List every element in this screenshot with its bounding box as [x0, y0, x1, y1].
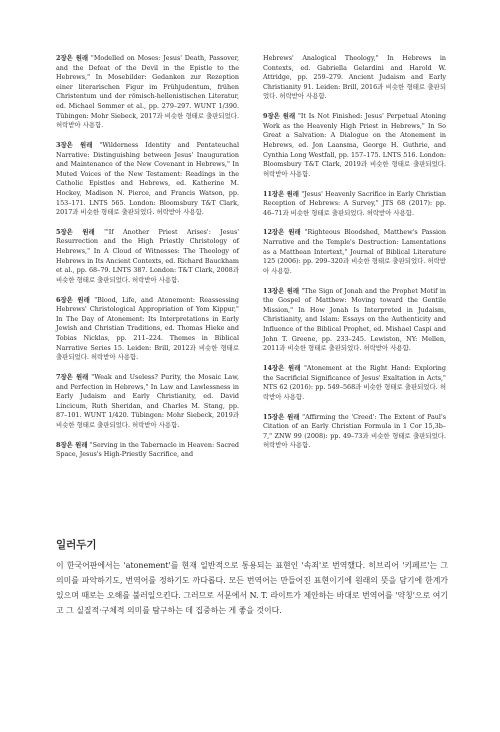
entry-text: "It Is Not Finished: Jesus' Perpetual Atoning Work as the Heavenly High Priest in Hebrews," In So Great a Salvation: A Dialogue on the Atonement in Hebrews, ed. Jon Laansma, George H. Guthrie, and Cynthia Long Westfall, pp. 157–175. LNTS 516. London: Bloomsbury T&T Clark, 2019과 비슷한 형태로 출판되었다. 허락받아 사용함.	[263, 112, 446, 178]
entry-text: "Wilderness Identity and Pentateuchal Narrative: Distinguishing between Jesus' Inauguration and Maintenance of the New Covenant in Hebrews," In Muted Voices of the New Testament: Readings in the Catholic Epistles and Hebrews, ed. Katherine M. Hockey, Madison N. Pierce, and Francis Watson, pp. 153–171. LNTS 565. London: Bloomsbury T&T Clark, 2017과 비슷한 형태로 출판되었다. 허락받아 사용함.	[56, 140, 239, 217]
left-column	[56, 54, 239, 470]
entry-label: 13장은 원래	[263, 286, 300, 295]
citation-entry	[263, 228, 446, 276]
entry-label: 2장은 원래	[56, 54, 89, 62]
citation-entry	[263, 190, 446, 219]
citation-entry	[263, 364, 446, 402]
citation-entry	[56, 54, 239, 131]
entry-label: 5장은 원래	[56, 227, 95, 236]
right-column	[263, 54, 446, 470]
notes-title: 일러두기	[56, 539, 97, 551]
citation-entry	[56, 296, 239, 363]
entry-text: "Serving in the Tabernacle in Heaven: Sacred Space, Jesus's High-Priestly Sacrifice, and	[56, 440, 239, 459]
entry-text: "'If Another Priest Arises': Jesus' Resurrection and the High Priestly Christology of Hebrews," In A Cloud of Witnesses: The Theology of Hebrews in Its Ancient Contexts, ed. Richard Bauckham et al., pp. 68–79. LNTS 387. London: T&T Clark, 2008과 비슷한 형태로 출판되었다. 허락받아 사용함.	[56, 227, 239, 284]
entry-label: 8장은 원래	[56, 440, 88, 449]
notes-body: 이 한국어판에서는 'atonement'를 현재 일반적으로 통용되는 표현인 '속죄'로 번역했다. 히브리어 '키페르'는 그 의미를 파악하기도, 번역어를 정하기도 까다롭다. 모든 번역어는 만들어진 표현이기에 원래의 뜻을 담기에 한계가 있으며 때로는 오해를 불러일으킨다. 그러므로 서문에서 N. T. 라이트가 제안하는 바대로 번역어를 '약칭'으로 여기고 그 실질적·구체적 의미를 탐구하는 데 집중하는 게 좋을 것이다.	[56, 561, 448, 615]
citation-entry	[56, 228, 239, 286]
citation-entry	[56, 373, 239, 431]
translator-notes	[56, 537, 448, 618]
entry-text: Hebrews' Analogical Theology," In Hebrews in Contexts, ed. Gabriella Gelardini and Harold W. Attridge, pp. 259–279. Ancient Judaism and Early Christianity 91. Leiden: Brill, 2016과 비슷한 형태로 출판되었다. 허락받아 사용함.	[263, 54, 446, 101]
citation-entry	[56, 141, 239, 218]
citation-entry	[263, 112, 446, 179]
entry-label: 11장은 원래	[263, 189, 299, 198]
entry-text: "The Sign of Jonah and the Prophet Motif in the Gospel of Matthew: Moving toward the Gentile Mission," In How Jonah Is Interpreted in Judaism, Christianity, and Islam: Essays on the Authenticity and Influence of the Biblical Prophet, ed. Mishael Caspi and John T. Greene, pp. 233–245. Lewiston, NY: Mellen, 2011과 비슷한 형태로 출판되었다. 허락받아 사용함.	[263, 286, 446, 353]
entry-text: "Jesus' Heavenly Sacrifice in Early Christian Reception of Hebrews: A Survey," JTS 68 (2017): pp. 46–71과 비슷한 형태로 출판되었다. 허락받아 사용함.	[263, 189, 446, 217]
citation-entry	[56, 441, 239, 460]
entry-label: 9장은 원래	[263, 112, 296, 121]
entry-label: 7장은 원래	[56, 372, 89, 381]
entry-text: "Affirming the 'Creed': The Extent of Paul's Citation of an Early Christian Formula in 1 Cor 15,3b–7," ZNW 99 (2008): pp. 49–73과 비슷한 형태로 출판되었다. 허락받아 사용함.	[263, 412, 446, 450]
entry-text: "Righteous Bloodshed, Matthew's Passion Narrative and the Temple's Destruction: Lamentations as a Matthean Intertext," Journal of Biblical Literature 125 (2006): pp. 299–320과 비슷한 형태로 출판되었다. 허락받아 사용함.	[263, 228, 446, 275]
entry-label: 15장은 원래	[263, 412, 300, 421]
entry-text: "Weak and Useless? Purity, the Mosaic Law, and Perfection in Hebrews," In Law and Lawlessness in Early Judaism and Early Christianity, ed. David Lincicum, Ruth Sheridan, and Charles M. Stang, pp. 87–101. WUNT 1/420. Tübingen: Mohr Siebeck, 2019과 비슷한 형태로 출판되었다. 허락받아 사용함.	[56, 372, 239, 429]
citation-entry	[263, 413, 446, 451]
entry-text: "Blood, Life, and Atonement: Reassessing Hebrews' Christological Appropriation of Yom Kippur," In The Day of Atonement: Its Interpretations in Early Jewish and Christian Traditions, ed. Thomas Hieke and Tobias Nicklas, pp. 211–224. Themes in Biblical Narrative Series 15. Leiden: Brill, 2012과 비슷한 형태로 출판되었다. 허락받아 사용함.	[56, 295, 239, 362]
citation-entry	[263, 287, 446, 354]
citation-entry-continued	[263, 54, 446, 102]
entry-label: 14장은 원래	[263, 363, 301, 372]
citation-columns	[56, 54, 446, 470]
entry-label: 12장은 원래	[263, 228, 301, 237]
entry-text: "Atonement at the Right Hand: Exploring the Sacrificial Significance of Jesus' Exaltation in Acts," NTS 62 (2016): pp. 549–568과 비슷한 형태로 출판되었다. 허락받아 사용함.	[263, 363, 446, 401]
entry-text: "Modelled on Moses: Jesus' Death, Passover, and the Defeat of the Devil in the Epistle to the Hebrews," In Mosebilder: Gedanken zur Rezeption einer literarischen Figur im Frühjudentum, frühen Christentum und der römisch-hellenistischen Literatur, ed. Michael Sommer et al., pp. 279–297. WUNT 1/390. Tübingen: Mohr Siebeck, 2017과 비슷한 형태로 출판되었다. 허락받아 사용함.	[56, 54, 239, 130]
entry-label: 3장은 원래	[56, 140, 93, 149]
entry-label: 6장은 원래	[56, 295, 90, 304]
